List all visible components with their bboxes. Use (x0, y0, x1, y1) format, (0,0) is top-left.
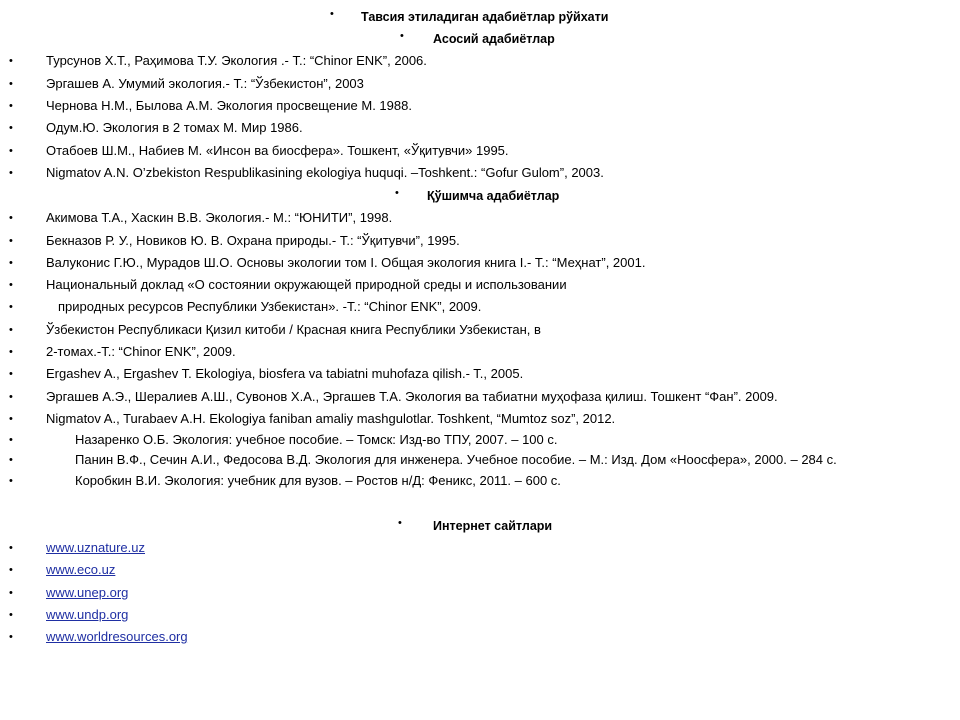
bullet-icon: • (9, 631, 13, 643)
bullet-icon: • (330, 8, 334, 20)
bullet-icon: • (9, 368, 13, 380)
bullet-icon: • (9, 235, 13, 247)
reference-text: Акимова Т.А., Хаскин В.В. Экология.- М.: “ЮНИТИ”, 1998. (46, 210, 393, 225)
bullet-icon: • (9, 100, 13, 112)
reference-text: Nigmatov A., Turabaev A.H. Ekologiya faniban amaliy mashgulotlar. Toshkent, “Mumtoz soz”, 2012. (46, 411, 616, 426)
reference-text: Одум.Ю. Экология в 2 томах М. Мир 1986. (46, 120, 303, 135)
bullet-icon: • (9, 55, 13, 67)
bullet-icon: • (9, 346, 13, 358)
reference-text: Ўзбекистон Республикаси Қизил китоби / Красная книга Республики Узбекистан, в (46, 322, 541, 337)
internet-heading-text: Интернет сайтлари (433, 519, 553, 533)
reference-text: Nigmatov A.N. O’zbekiston Respublikasining ekologiya huquqi. –Toshkent.: “Gofur Gulom”, 2003. (46, 165, 604, 180)
bullet-icon: • (9, 301, 13, 313)
website-link-unep[interactable]: www.unep.org (46, 585, 129, 600)
reference-text: Валуконис Г.Ю., Мурадов Ш.О. Основы экологии том I. Общая экология книга I.- Т.: “Меҳнат”, 2001. (46, 255, 646, 270)
bullet-icon: • (9, 475, 13, 487)
bullet-icon: • (9, 587, 13, 599)
bullet-icon: • (9, 542, 13, 554)
reference-text: Назаренко О.Б. Экология: учебное пособие. – Томск: Изд-во ТПУ, 2007. – 100 с. (75, 432, 558, 447)
bullet-icon: • (9, 413, 13, 425)
bullet-icon: • (9, 78, 13, 90)
reference-text: природных ресурсов Республики Узбекистан». -Т.: “Chinor ENK”, 2009. (58, 299, 482, 314)
bullet-icon: • (398, 517, 402, 529)
bullet-icon: • (9, 391, 13, 403)
bullet-icon: • (9, 257, 13, 269)
reference-text: Отабоев Ш.М., Набиев М. «Инсон ва биосфера». Тошкент, «Ўқитувчи» 1995. (46, 143, 509, 158)
website-link-worldresources[interactable]: www.worldresources.org (46, 629, 188, 644)
bullet-icon: • (9, 212, 13, 224)
website-link-undp[interactable]: www.undp.org (46, 607, 129, 622)
additional-heading-text: Қўшимча адабиётлар (427, 189, 560, 203)
bullet-icon: • (9, 609, 13, 621)
bullet-icon: • (9, 167, 13, 179)
reference-text: Бекназов Р. У., Новиков Ю. В. Охрана природы.- Т.: “Ўқитувчи”, 1995. (46, 233, 460, 248)
bullet-icon: • (9, 145, 13, 157)
reference-text: Коробкин В.И. Экология: учебник для вузов. – Ростов н/Д: Феникс, 2011. – 600 с. (75, 473, 561, 488)
reference-text: Турсунов Х.Т., Раҳимова Т.У. Экология .- Т.: “Chinor ENK”, 2006. (46, 53, 427, 68)
reference-text: Панин В.Ф., Сечин А.И., Федосова В.Д. Экология для инженера. Учебное пособие. – М.: Изд. Дом «Ноосфера», 2000. – 284 с. (75, 452, 837, 467)
reference-text: 2-томах.-Т.: “Chinor ENK”, 2009. (46, 344, 236, 359)
reference-text: Эргашев А.Э., Шералиев А.Ш., Сувонов Х.А., Эргашев Т.А. Экология ва табиатни муҳофаза қилиш. Тошкент “Фан”. 2009. (46, 389, 778, 404)
main-title-text: Тавсия этиладиган адабиётлар рўйхати (361, 10, 609, 24)
bullet-icon: • (9, 564, 13, 576)
bullet-icon: • (9, 122, 13, 134)
bullet-icon: • (395, 187, 399, 199)
primary-heading-text: Асосий адабиётлар (433, 32, 555, 46)
reference-text: Эргашев А. Умумий экология.- Т.: “Ўзбекистон”, 2003 (46, 76, 364, 91)
reference-text: Национальный доклад «О состоянии окружающей природной среды и использовании (46, 277, 567, 292)
bullet-icon: • (400, 30, 404, 42)
bullet-icon: • (9, 434, 13, 446)
bullet-icon: • (9, 279, 13, 291)
bullet-icon: • (9, 324, 13, 336)
reference-text: Чернова Н.М., Былова А.М. Экология просвещение М. 1988. (46, 98, 412, 113)
bullet-icon: • (9, 454, 13, 466)
website-link-uznature[interactable]: www.uznature.uz (46, 540, 145, 555)
reference-text: Ergashev A., Ergashev T. Ekologiya, biosfera va tabiatni muhofaza qilish.- T., 2005. (46, 366, 524, 381)
website-link-eco[interactable]: www.eco.uz (46, 562, 116, 577)
